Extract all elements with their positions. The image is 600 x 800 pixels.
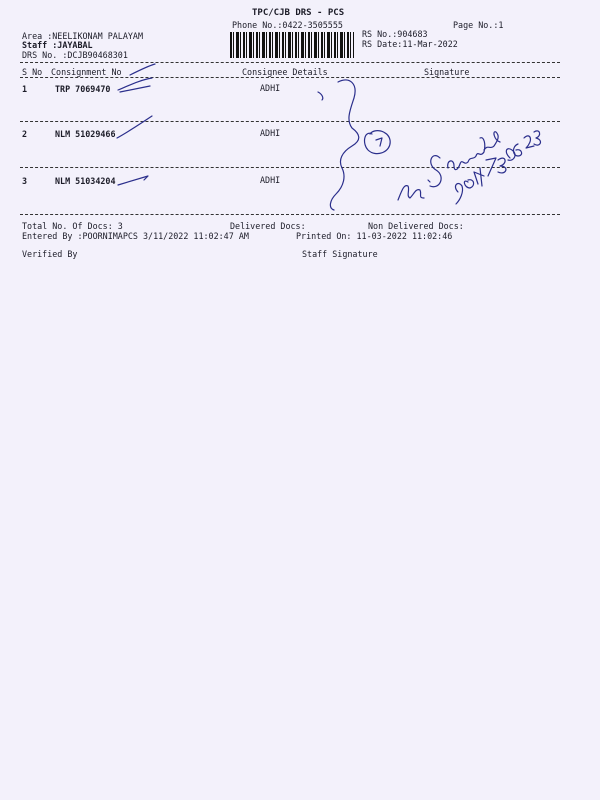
signature-mark [398,186,424,200]
delivered-docs: Delivered Docs: [230,221,306,231]
phone-handwriting [464,180,473,188]
non-delivered-docs: Non Delivered Docs: [368,221,464,231]
column-header-signature: Signature [424,67,470,77]
signature-mark [448,132,500,170]
row-consignee: ADHI [260,128,281,138]
circle-mark [365,131,391,154]
signature-mark [428,180,430,182]
drs-number: DRS No. :DCJB90468301 [22,50,128,60]
column-header-consignment: Consignment No [51,67,122,77]
column-header-consignee: Consignee Details [242,67,328,77]
rs-date: RS Date:11-Mar-2022 [362,39,458,49]
tick-mark [117,116,152,138]
signature-mark [430,156,441,187]
row-sno: 2 [22,129,28,139]
row-consignment: TRP 7069470 [55,84,111,94]
brace-mark [318,92,323,100]
staff-name: JAYABAL [57,40,93,50]
phone-handwriting [524,136,534,148]
entered-by: Entered By :POORNIMAPCS 3/11/2022 11:02:47 AM [22,231,249,241]
verified-by: Verified By [22,249,78,259]
staff-label: Staff : [22,40,58,50]
phone-handwriting [514,144,522,156]
phone-handwriting [474,168,484,186]
column-header-sno: S No [22,67,43,77]
row-sno: 1 [22,84,28,94]
printed-on: Printed On: 11-03-2022 11:02:46 [296,231,453,241]
phone-handwriting [455,184,462,204]
staff-signature: Staff Signature [302,249,378,259]
row-consignee: ADHI [260,83,281,93]
phone-handwriting [498,158,506,173]
page-number: Page No.:1 [453,20,504,30]
brace-mark [330,80,358,210]
phone-handwriting [534,131,540,145]
rs-number: RS No.:904683 [362,29,428,39]
row-consignment: NLM 51034204 [55,176,116,186]
area-field: Area :NEELIKONAM PALAYAM [22,31,144,41]
tick-mark [118,176,148,185]
total-docs: Total No. Of Docs: 3 [22,221,123,231]
phone-number: Phone No.:0422-3505555 [232,20,343,30]
document-title: TPC/CJB DRS - PCS [252,8,345,18]
phone-handwriting [486,158,496,176]
tick-mark [118,64,155,92]
row-sno: 3 [22,176,28,186]
row-consignee: ADHI [260,175,281,185]
row-consignment: NLM 51029466 [55,129,116,139]
